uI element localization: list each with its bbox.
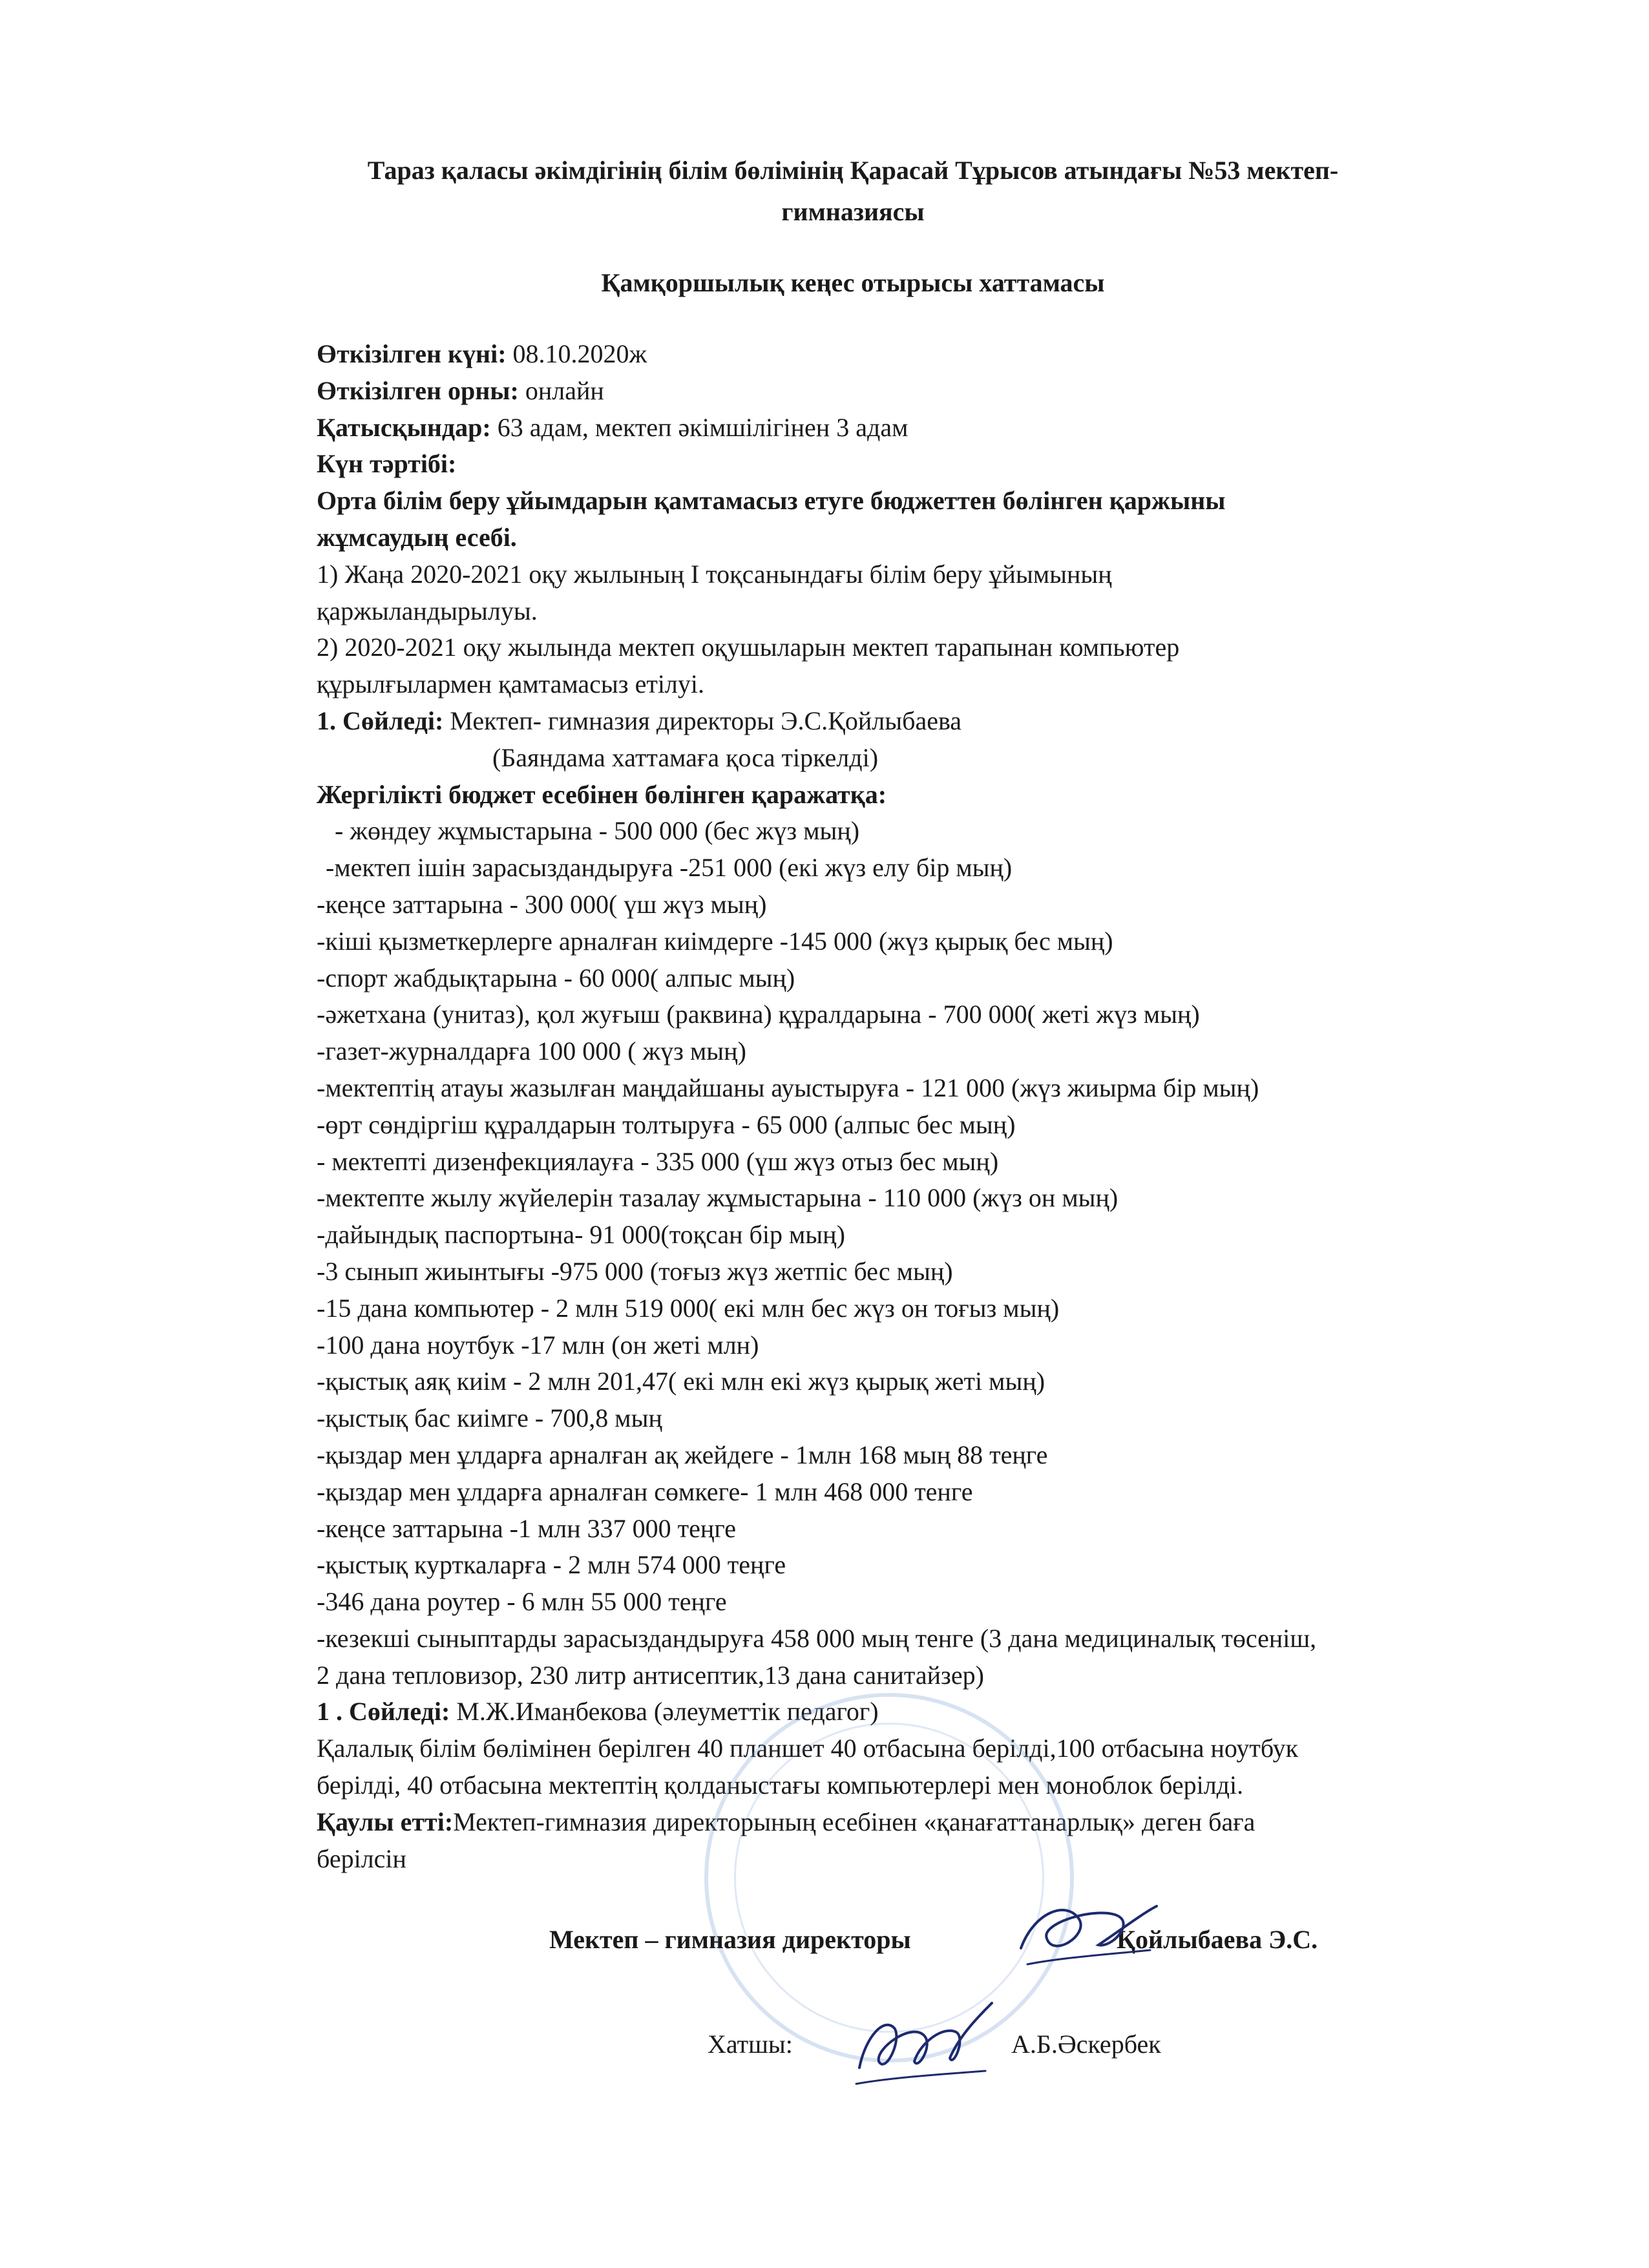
document-subtitle: Қамқоршылық кеңес отырысы хаттамасы <box>601 268 1105 297</box>
speech-2-label: 1 . Сөйледі: <box>317 1697 450 1727</box>
speech-2-speaker: М.Ж.Иманбекова (әлеуметтік педагог) <box>450 1697 879 1727</box>
agenda-heading-line-2: жұмсаудың есебі. <box>317 522 517 552</box>
budget-item: -әжетхана (унитаз), қол жуғыш (раквина) құралдарына - 700 000( жеті жүз мың) <box>317 1000 1200 1029</box>
agenda-label: Күн тәртібі: <box>317 449 457 479</box>
speech-1-row <box>317 703 1602 740</box>
budget-item: - жөндеу жұмыстарына - 500 000 (бес жүз мың) <box>335 816 860 846</box>
budget-item: -мектептің атауы жазылған маңдайшаны ауыстыруға - 121 000 (жүз жиырма бір мың) <box>317 1073 1259 1102</box>
budget-item: -кеңсе заттарына - 300 000( үш жүз мың) <box>317 889 767 919</box>
budget-item: 2 дана тепловизор, 230 литр антисептик,13 дана санитайзер) <box>317 1660 984 1690</box>
title-line-2: гимназиясы <box>781 197 925 226</box>
budget-heading: Жергілікті бюджет есебінен бөлінген қаражатқа: <box>317 779 887 809</box>
speech-2-text-line-1: Қалалық білім бөлімінен берілген 40 планшет 40 отбасына берілді,100 отбасына ноутбук <box>317 1734 1299 1763</box>
agenda-item-1-line-2: қаржыландырылуы. <box>317 596 538 625</box>
participants-row <box>317 410 1602 446</box>
agenda-heading-line-1: Орта білім беру ұйымдарын қамтамасыз етуге бюджеттен бөлінген қаржыны <box>317 486 1226 516</box>
budget-item: -100 дана ноутбук -17 млн (он жеті млн) <box>317 1330 759 1360</box>
budget-item: -өрт сөндіргіш құралдарын толтыруға - 65 000 (алпыс бес мың) <box>317 1109 1016 1139</box>
secretary-signature-line <box>708 2029 1161 2059</box>
speech-1-speaker: Мектеп- гимназия директоры Э.С.Қойлыбаева <box>443 706 962 735</box>
budget-item: -газет-журналдарға 100 000 ( жүз мың) <box>317 1036 746 1066</box>
date-value: 08.10.2020ж <box>506 339 647 368</box>
title-line-1: Тараз қаласы әкімдігінің білім бөлімінің Қарасай Тұрысов атындағы №53 мектеп- <box>367 156 1339 185</box>
budget-item: -кеңсе заттарына -1 млн 337 000 теңге <box>317 1513 736 1543</box>
protocol-body <box>317 336 1602 1877</box>
resolution-text-line-1: Мектеп-гимназия директорының есебінен «қанағаттанарлық» деген баға <box>453 1807 1255 1836</box>
speech-1-note: (Баяндама хаттамаға қоса тіркелді) <box>492 742 879 772</box>
budget-item: -кіші қызметкерлерге арналған киімдерге -145 000 (жүз қырық бес мың) <box>317 926 1113 956</box>
document-title <box>271 150 1434 233</box>
secretary-title: Хатшы: <box>708 2030 793 2059</box>
secretary-name: А.Б.Әскербек <box>1011 2030 1161 2059</box>
resolution-row <box>317 1804 1602 1841</box>
budget-item: -спорт жабдықтарына - 60 000( алпыс мың) <box>317 963 795 992</box>
budget-item: -3 сынып жиынтығы -975 000 (тоғыз жүз жетпіс бес мың) <box>317 1256 953 1286</box>
speech-1-label: 1. Сөйледі: <box>317 706 444 735</box>
date-label: Өткізілген күні: <box>317 339 507 368</box>
budget-item: -қыздар мен ұлдарға арналған ақ жейдеге - 1млн 168 мың 88 теңге <box>317 1440 1048 1469</box>
director-name: Қойлыбаева Э.С. <box>1117 1925 1318 1954</box>
speech-2-text-line-2: берілді, 40 отбасына мектептің қолданыстағы компьютерлері мен моноблок берілді. <box>317 1770 1244 1800</box>
budget-item: -қыстық курткаларға - 2 млн 574 000 теңге <box>317 1550 786 1580</box>
budget-item: - мектепті дизенфекциялауға - 335 000 (үш жүз отыз бес мың) <box>317 1146 999 1176</box>
place-label: Өткізілген орны: <box>317 375 519 405</box>
budget-item: -қыстық аяқ киім - 2 млн 201,47( екі млн екі жүз қырық жеті мың) <box>317 1367 1045 1396</box>
budget-item: -қыздар мен ұлдарға арналған сөмкеге- 1 млн 468 000 тенге <box>317 1476 973 1506</box>
budget-item: -қыстық бас киімге - 700,8 мың <box>317 1403 662 1433</box>
director-title: Мектеп – гимназия директоры <box>549 1925 911 1954</box>
resolution-text-line-2: берілсін <box>317 1843 406 1873</box>
budget-item: -дайындық паспортына- 91 000(тоқсан бір мың) <box>317 1220 845 1250</box>
budget-item: -15 дана компьютер - 2 млн 519 000( екі млн бес жүз он тоғыз мың) <box>317 1293 1060 1323</box>
agenda-item-2-line-2: құрылғылармен қамтамасыз етілуі. <box>317 669 704 699</box>
participants-label: Қатысқындар: <box>317 412 491 442</box>
secretary-signature-icon <box>846 1990 1002 2100</box>
date-row <box>317 336 1602 373</box>
director-signature-line <box>549 1924 1318 1955</box>
budget-item: -346 дана роутер - 6 млн 55 000 теңге <box>317 1587 727 1617</box>
place-row <box>317 373 1602 410</box>
budget-item: -мектеп ішін зарасыздандыруға -251 000 (екі жүз елу бір мың) <box>326 853 1013 883</box>
resolution-label: Қаулы етті: <box>317 1807 454 1836</box>
budget-item: -кезекші сыныптарды зарасыздандыруға 458 000 мың тенге (3 дана медициналық төсеніш, <box>317 1623 1317 1653</box>
place-value: онлайн <box>518 375 604 405</box>
budget-item: -мектепте жылу жүйелерін тазалау жұмыстарына - 110 000 (жүз он мың) <box>317 1183 1119 1213</box>
participants-value: 63 адам, мектеп әкімшілігінен 3 адам <box>490 412 909 442</box>
speech-2-row <box>317 1694 1602 1730</box>
agenda-item-1-line-1: 1) Жаңа 2020-2021 оқу жылының I тоқсанындағы білім беру ұйымының <box>317 559 1112 589</box>
agenda-item-2-line-1: 2) 2020-2021 оқу жылында мектеп оқушыларын мектеп тарапынан компьютер <box>317 633 1180 662</box>
